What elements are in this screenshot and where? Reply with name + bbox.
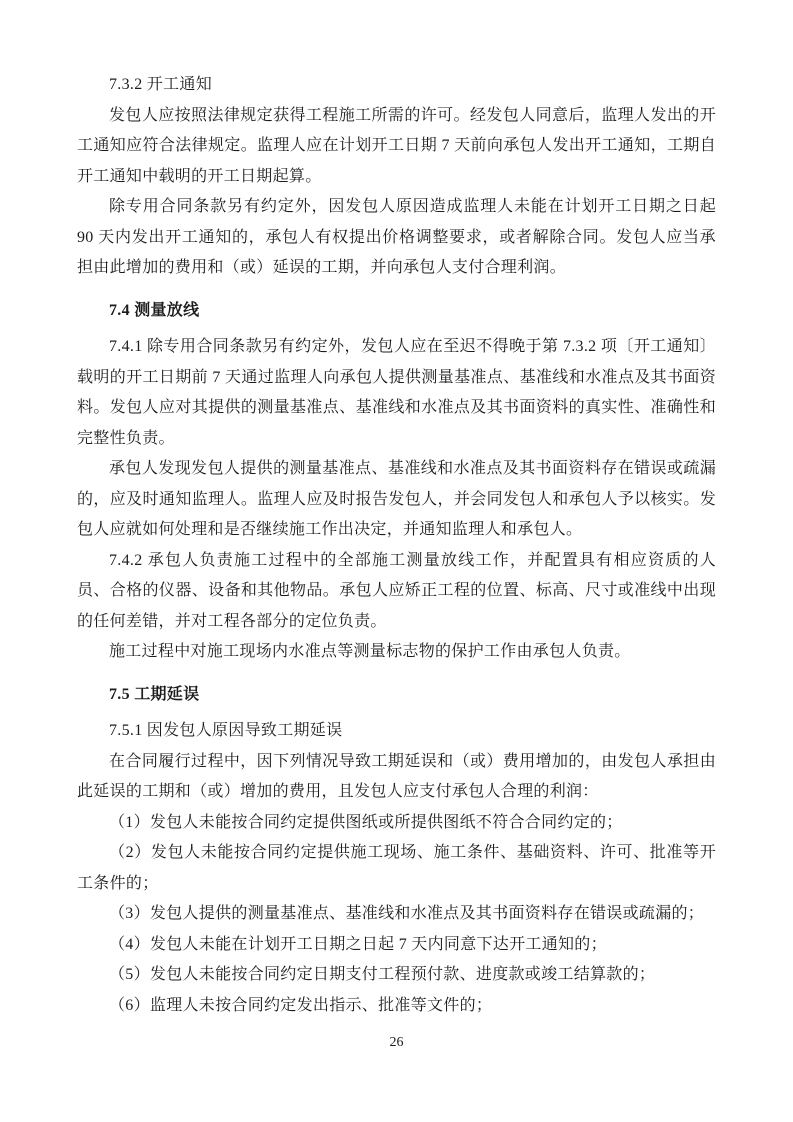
clause-7-3-2-heading: 7.3.2 开工通知 xyxy=(109,76,212,93)
list-item-5: （5）发包人未能按合同约定日期支付工程预付款、进度款或竣工结算款的； xyxy=(109,966,656,983)
clause-7-5-1-heading: 7.5.1 因发包人原因导致工期延误 xyxy=(109,722,343,739)
clause-7-4-2-paragraph-1: 7.4.2 承包人负责施工过程中的全部施工测量放线工作，并配置具有相应资质的人员、合格的仪器、设备和其他物品。承包人应矫正工程的位置、标高、尺寸或准线中出现的任何差错，并对工程各部分的定位负责。 xyxy=(77,551,716,630)
section-7-4-heading: 7.4 测量放线 xyxy=(109,301,200,319)
list-item-1: （1）发包人未能按合同约定提供图纸或所提供图纸不符合合同约定的； xyxy=(109,813,623,831)
clause-7-4-1-paragraph-2: 承包人发现发包人提供的测量基准点、基准线和水准点及其书面资料存在错误或疏漏的，应及时通知监理人。监理人应及时报告发包人，并会同发包人和承包人予以核实。发包人应就如何处理和是否继续施工作出决定，并通知监理人和承包人。 xyxy=(77,460,716,538)
clause-7-3-2-paragraph-2: 除专用合同条款另有约定外，因发包人原因造成监理人未能在计划开工日期之日起 90 天内发出开工通知的，承包人有权提出价格调整要求，或者解除合同。发包人应当承担由此增加的费用和（或）延误的工期，并向承包人支付合理利润。 xyxy=(77,198,716,276)
clause-7-4-2-paragraph-2: 施工过程中对施工现场内水准点等测量标志物的保护工作由承包人负责。 xyxy=(109,643,631,660)
list-item-6: （6）监理人未按合同约定发出指示、批准等文件的； xyxy=(109,996,493,1014)
page-number: 26 xyxy=(389,1035,404,1050)
clause-7-5-1-paragraph: 在合同履行过程中，因下列情况导致工期延误和（或）费用增加的，由发包人承担由此延误的工期和（或）增加的费用，且发包人应支付承包人合理的利润： xyxy=(77,752,716,800)
list-item-4: （4）发包人未能在计划开工日期之日起 7 天内同意下达开工通知的； xyxy=(109,935,607,953)
list-item-3: （3）发包人提供的测量基准点、基准线和水准点及其书面资料存在错误或疏漏的； xyxy=(109,905,705,922)
clause-7-4-1-paragraph-1: 7.4.1 除专用合同条款另有约定外，发包人应在至迟不得晚于第 7.3.2 项〔开工通知〕载明的开工日期前 7 天通过监理人向承包人提供测量基准点、基准线和水准点及其书面资料。发包人应对其提供的测量基准点、基准线和水准点及其书面资料的真实性、准确性和完整性负责。 xyxy=(77,338,716,447)
list-item-2: （2）发包人未能按合同约定提供施工现场、施工条件、基础资料、许可、批准等开工条件的； xyxy=(77,844,716,892)
section-7-5-heading: 7.5 工期延误 xyxy=(109,685,200,703)
document-content xyxy=(77,0,716,1021)
clause-7-3-2-paragraph-1: 发包人应按照法律规定获得工程施工所需的许可。经发包人同意后，监理人发出的开工通知应符合法律规定。监理人应在计划开工日期 7 天前向承包人发出开工通知，工期自开工通知中载明的开工日期起算。 xyxy=(77,106,716,185)
